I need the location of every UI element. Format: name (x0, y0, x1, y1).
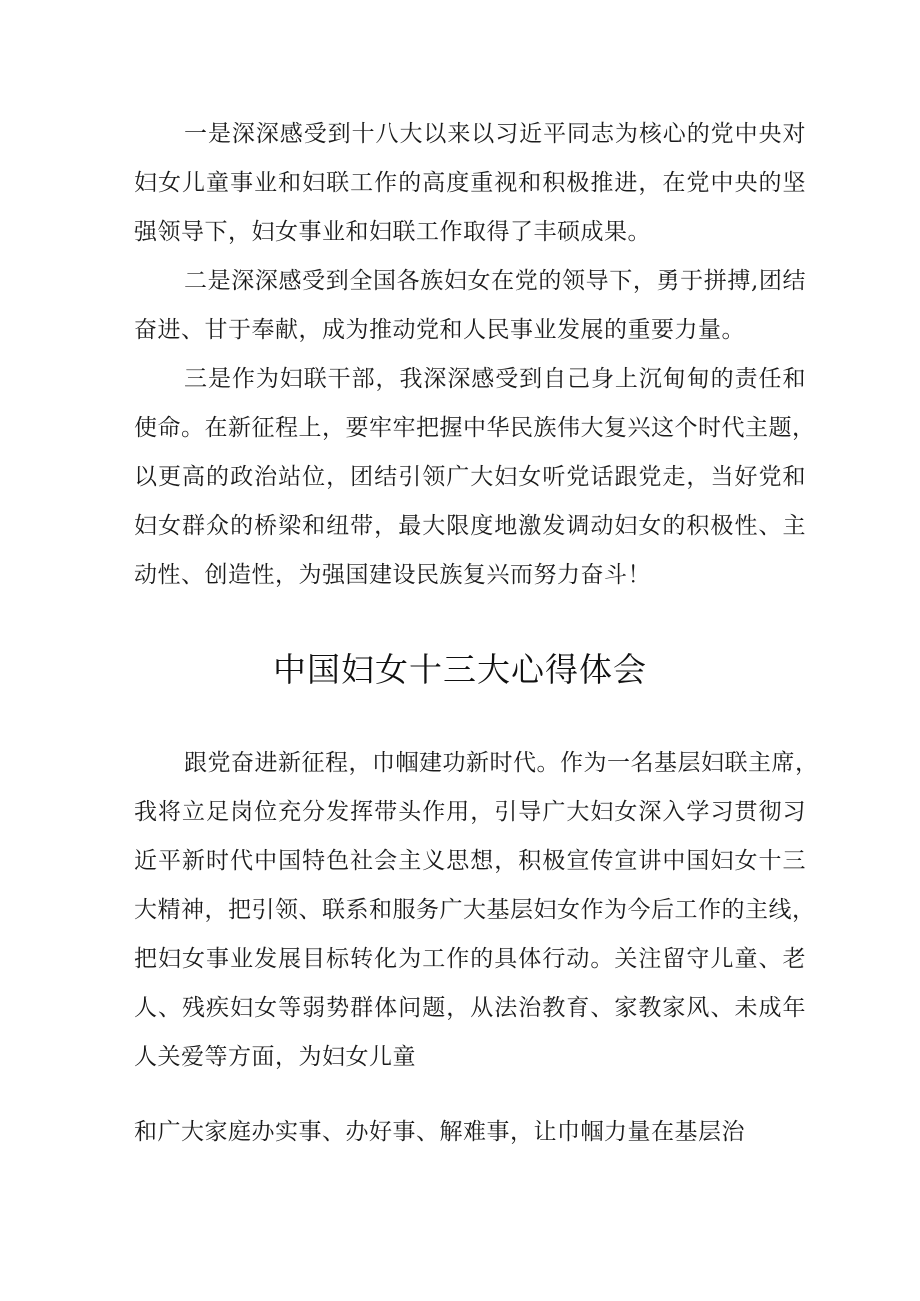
paragraph-line: 我将立足岗位充分发挥带头作用，引导广大妇女深入学习贯彻习 (134, 799, 806, 825)
paragraph-line: 以更高的政治站位，团结引领广大妇女听党话跟党走，当好党和 (134, 464, 806, 490)
paragraph-line: 和广大家庭办实事、办好事、解难事，让巾帼力量在基层治 (134, 1119, 745, 1145)
paragraph-line: 近平新时代中国特色社会主义思想，积极宣传宣讲中国妇女十三 (134, 848, 806, 874)
paragraph-line: 二是深深感受到全国各族妇女在党的领导下，勇于拼搏,团结 (184, 268, 806, 294)
paragraph-line: 把妇女事业发展目标转化为工作的具体行动。关注留守儿童、老 (134, 946, 806, 972)
paragraph-line: 人关爱等方面，为妇女儿童 (134, 1044, 416, 1070)
paragraph-line: 跟党奋进新征程，巾帼建功新时代。作为一名基层妇联主席， (184, 750, 819, 776)
paragraph-line: 动性、创造性，为强国建设民族复兴而努力奋斗！ (134, 562, 651, 588)
paragraph-line: 强领导下，妇女事业和妇联工作取得了丰硕成果。 (134, 219, 651, 245)
paragraph-line: 大精神，把引领、联系和服务广大基层妇女作为今后工作的主线， (134, 897, 816, 923)
section-title: 中国妇女十三大心得体会 (273, 650, 647, 689)
paragraph-line: 三是作为妇联干部，我深深感受到自己身上沉甸甸的责任和 (184, 366, 806, 392)
paragraph-line: 一是深深感受到十八大以来以习近平同志为核心的党中央对 (184, 121, 806, 147)
paragraph-line: 妇女群众的桥梁和纽带，最大限度地激发调动妇女的积极性、主 (134, 513, 806, 539)
paragraph-line: 奋进、甘于奉献，成为推动党和人民事业发展的重要力量。 (134, 317, 745, 343)
paragraph-line: 人、残疾妇女等弱势群体问题，从法治教育、家教家风、未成年 (134, 995, 806, 1021)
paragraph-line: 使命。在新征程上，要牢牢把握中华民族伟大复兴这个时代主题， (134, 415, 816, 441)
paragraph-line: 妇女儿童事业和妇联工作的高度重视和积极推进，在党中央的坚 (134, 170, 806, 196)
